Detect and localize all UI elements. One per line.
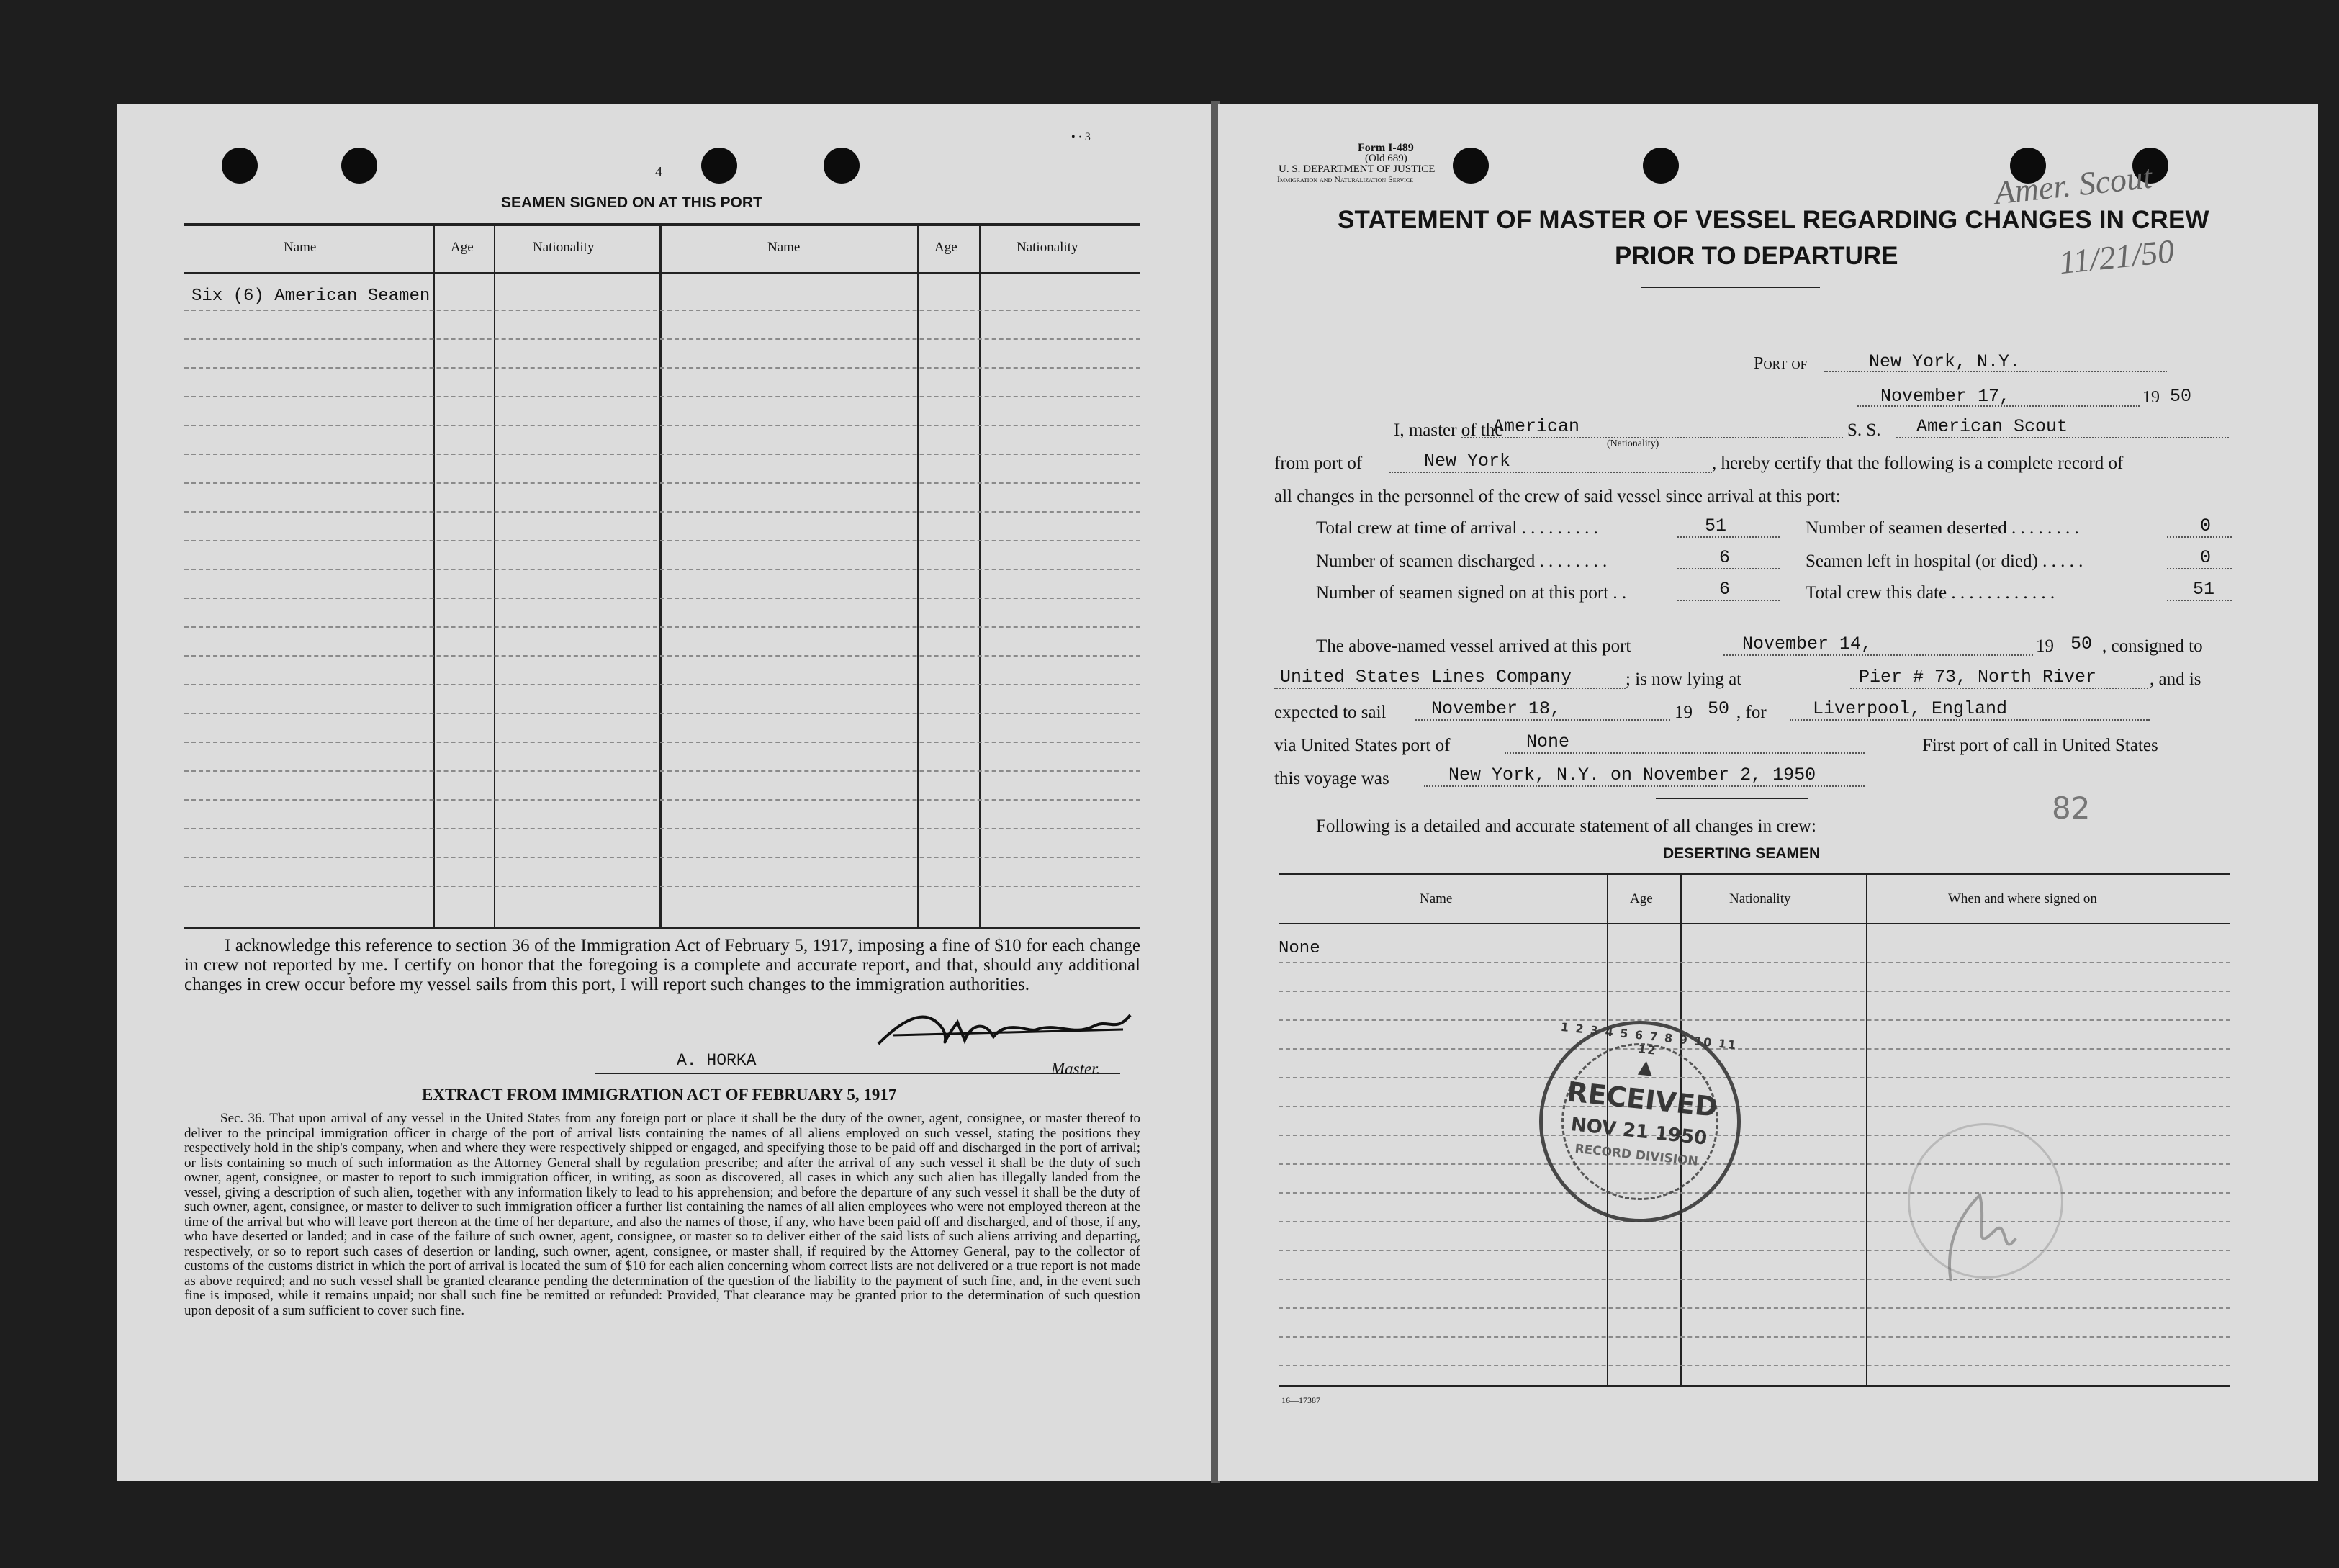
- punch-hole: [1643, 148, 1679, 184]
- destination-value: Liverpool, England: [1813, 698, 2008, 719]
- table-row: Six (6) American Seamen: [191, 287, 431, 306]
- for-label: , for: [1736, 703, 1767, 722]
- col-header-name: Name: [284, 240, 317, 255]
- arrived-year-prefix: 19: [2036, 636, 2054, 656]
- stat-value: 0: [2200, 515, 2212, 536]
- col-header-age: Age: [1630, 891, 1653, 906]
- old-form: (Old 689): [1365, 153, 1407, 164]
- stat-value: 51: [2193, 579, 2215, 600]
- stat-value: 6: [1719, 547, 1731, 568]
- left-heading: SEAMEN SIGNED ON AT THIS PORT: [501, 194, 762, 211]
- first-port-value: New York, N.Y. on November 2, 1950: [1448, 765, 1816, 785]
- form-subtitle: PRIOR TO DEPARTURE: [1615, 242, 1898, 270]
- faint-initials: [1929, 1166, 2030, 1289]
- punch-hole: [222, 148, 258, 184]
- stamp-received: RECEIVED: [1565, 1076, 1720, 1124]
- punch-hole: [824, 148, 860, 184]
- form-title: STATEMENT OF MASTER OF VESSEL REGARDING CHANGES IN CREW: [1338, 206, 2209, 234]
- sail-year-value: 50: [1708, 698, 1730, 719]
- col-header-age: Age: [934, 240, 957, 255]
- ship-value: American Scout: [1916, 416, 2068, 437]
- form-number: Form I-489: [1358, 142, 1414, 154]
- sail-year-prefix: 19: [1675, 703, 1693, 722]
- stamp-date: NOV 21 1950: [1569, 1114, 1708, 1150]
- stat-value: 6: [1719, 579, 1731, 600]
- pier-value: Pier # 73, North River: [1859, 667, 2097, 688]
- department: U. S. DEPARTMENT OF JUSTICE: [1279, 163, 1436, 175]
- via-value: None: [1526, 731, 1570, 752]
- stamp-emblem: ▲: [1637, 1055, 1654, 1079]
- stat-label: Total crew this date . . . . . . . . . . . .: [1806, 583, 2055, 603]
- stamp-division: RECORD DIVISION: [1574, 1141, 1699, 1169]
- col-header-signed-on: When and where signed on: [1948, 891, 2097, 906]
- this-voyage-label: this voyage was: [1274, 769, 1389, 788]
- col-header-name: Name: [1420, 891, 1453, 906]
- stat-label: Number of seamen deserted . . . . . . . .: [1806, 518, 2079, 538]
- year-value: 50: [2170, 386, 2192, 407]
- col-header-name: Name: [767, 240, 801, 255]
- col-header-age: Age: [451, 240, 474, 255]
- master-label: Master.: [1051, 1060, 1101, 1078]
- via-label: via United States port of: [1274, 736, 1451, 755]
- nationality-value: American: [1493, 416, 1580, 437]
- stat-value: 0: [2200, 547, 2212, 568]
- file-number: 82: [2052, 790, 2091, 826]
- top-mark: • · 3: [1071, 131, 1091, 143]
- date-value: November 17,: [1880, 386, 2011, 407]
- extract-text: Sec. 36. That upon arrival of any vessel in the United States from any foreign port or place it shall be the duty of the owner, agent, consignee, or master thereof to deliver to the principal immigration officer in charge of the port of arrival lists containing the names of all aliens employed on such vessel, stating the positions they respectively hold in the ship's company, when and where they were respectively shipped or engaged, and specifying those to be paid off and discharged in the port of arrival; or lists containing so much of such information as the Attorney General shall by regulation prescribe; and after the arrival of any such vessel it shall be the duty of such owner, agent, consignee, or master to report to such immigration officer, in writing, as soon as discovered, all cases in which any such alien has illegally landed from the vessel, giving a description of such alien, together with any information likely to lead to his apprehension; and before the departure of any such vessel it shall be the duty of such owner, agent, consignee, or master to deliver to such immigration officer a further list containing the names of all alien employees who were not employed thereon at the time of the arrival but who will leave port thereon at the time of her departure, and also the names of those, if any, who have been paid off and discharged, and of those, if any, who have deserted or landed; and in case of the failure of such owner, agent, consignee, or master so to deliver either of the said lists of such aliens arriving and departing, respectively, or so to report such cases of desertion or landing, such owner, agent, consignee, or master shall, if required by the Attorney General, pay to the collector of customs of the customs district in which the port of arrival is located the sum of $10 for each alien concerning whom correct lists are not delivered or a true report is not made as above required; and no such vessel shall be granted clearance pending the determination of the question of the liability to the payment of such fine, and, in the event such fine is imposed, while it remains unpaid; nor shall such fine be remitted or refunded: Provided, That clearance may be granted prior to the determination of such question upon deposit of a sum sufficient to cover such fine.: [184, 1111, 1140, 1318]
- punch-hole: [341, 148, 377, 184]
- lying-label: ; is now lying at: [1626, 670, 1742, 689]
- ss-label: S. S.: [1847, 420, 1881, 440]
- year-prefix: 19: [2142, 388, 2160, 407]
- nationality-caption: (Nationality): [1607, 438, 1659, 449]
- page-number: 4: [655, 164, 662, 180]
- arrived-value: November 14,: [1742, 634, 1872, 654]
- port-label: Port of: [1754, 354, 1808, 373]
- from-port-value: New York: [1424, 451, 1511, 472]
- stat-label: Total crew at time of arrival . . . . . . . . .: [1316, 518, 1598, 538]
- stat-value: 51: [1705, 515, 1727, 536]
- arrived-label: The above-named vessel arrived at this port: [1316, 636, 1631, 656]
- expected-label: expected to sail: [1274, 703, 1387, 722]
- punch-hole: [701, 148, 737, 184]
- punch-hole: [1453, 148, 1489, 184]
- form-code: 16—17387: [1281, 1395, 1320, 1405]
- col-header-nationality: Nationality: [1729, 891, 1791, 906]
- consigned-label: , consigned to: [2102, 636, 2203, 656]
- stat-label: Number of seamen signed on at this port . .: [1316, 583, 1627, 603]
- following-text: Following is a detailed and accurate statement of all changes in crew:: [1316, 816, 1816, 836]
- deserting-heading: DESERTING SEAMEN: [1663, 845, 1821, 862]
- service: Immigration and Naturalization Service: [1277, 174, 1414, 184]
- port-value: New York, N.Y.: [1869, 351, 2021, 372]
- table-row: None: [1279, 939, 1320, 958]
- master-name: A. HORKA: [677, 1051, 757, 1070]
- extract-heading: EXTRACT FROM IMMIGRATION ACT OF FEBRUARY 5, 1917: [422, 1086, 897, 1104]
- handwritten-date: 11/21/50: [2057, 232, 2176, 281]
- stamp-ring-digits: 1 2 3 4 5 6 7 8 9 10 11 12: [1559, 1019, 1739, 1058]
- certify-text: , hereby certify that the following is a complete record of: [1712, 454, 2124, 473]
- and-is-label: , and is: [2150, 670, 2201, 689]
- all-changes-text: all changes in the personnel of the crew of said vessel since arrival at this port:: [1274, 487, 1841, 506]
- arrived-year-value: 50: [2070, 634, 2093, 654]
- i-master-label: I, master of the: [1394, 420, 1503, 440]
- first-port-label: First port of call in United States: [1922, 736, 2158, 755]
- consignee-value: United States Lines Company: [1280, 667, 1572, 688]
- handwritten-vessel: Amer. Scout: [1992, 158, 2154, 212]
- col-header-nationality: Nationality: [1017, 240, 1078, 255]
- master-signature: [864, 1001, 1152, 1058]
- stat-label: Number of seamen discharged . . . . . . . .: [1316, 551, 1608, 571]
- from-port-label: from port of: [1274, 454, 1363, 473]
- acknowledgement-text: I acknowledge this reference to section 36 of the Immigration Act of February 5, 1917, imposing a fine of $10 for each change in crew not reported by me. I certify on honor that the foregoing is a complete and accurate report, and that, should any additional changes in crew occur before my vessel sails from this port, I will report such changes to the immigration authorities.: [184, 936, 1140, 994]
- right-page: [1218, 104, 2318, 1481]
- stat-label: Seamen left in hospital (or died) . . . . .: [1806, 551, 2083, 571]
- sail-date-value: November 18,: [1431, 698, 1561, 719]
- col-header-nationality: Nationality: [533, 240, 595, 255]
